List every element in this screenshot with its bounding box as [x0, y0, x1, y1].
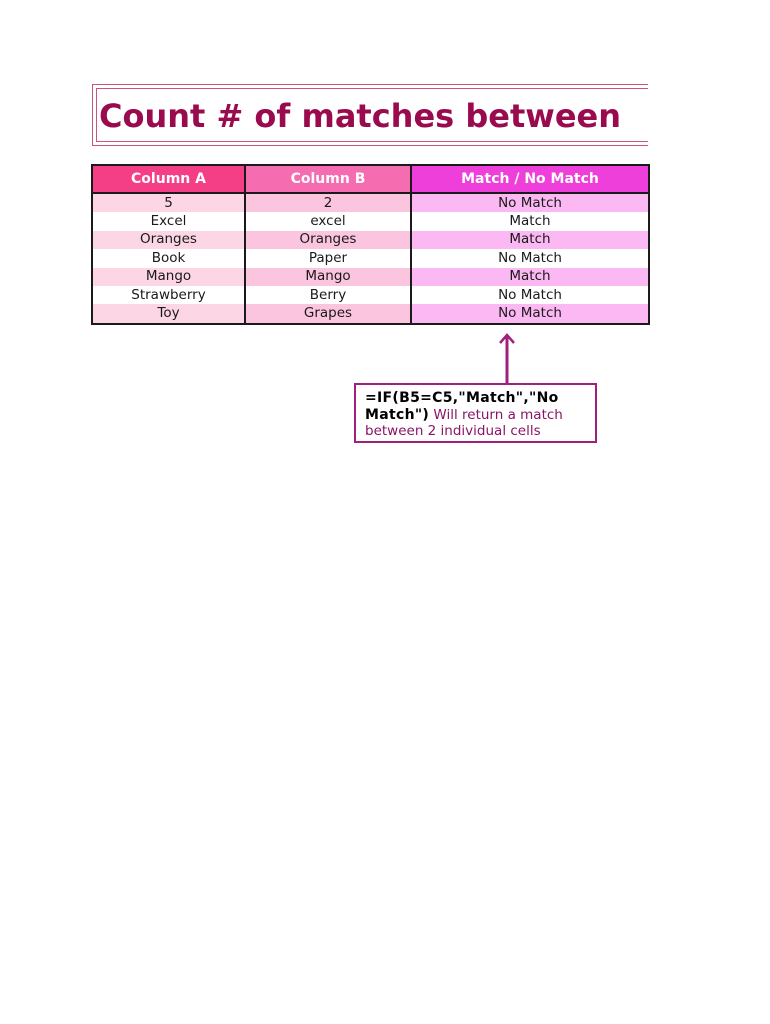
- cell-match: Match: [411, 268, 649, 286]
- cell-column-a: 5: [92, 193, 245, 212]
- title-inner-frame: [96, 88, 648, 142]
- cell-match: No Match: [411, 193, 649, 212]
- table-row: [92, 249, 649, 267]
- match-table: [91, 164, 650, 325]
- table-row: [92, 286, 649, 304]
- cell-column-a: Oranges: [92, 231, 245, 249]
- header-column-a: Column A: [92, 165, 245, 193]
- cell-column-b: Oranges: [245, 231, 411, 249]
- page-title: Count # of matches between: [99, 97, 621, 135]
- cell-column-a: Book: [92, 249, 245, 267]
- cell-column-b: Paper: [245, 249, 411, 267]
- callout-formula: =IF(B5=C5,"Match","No Match"): [365, 390, 559, 423]
- cell-match: No Match: [411, 249, 649, 267]
- table-row: [92, 212, 649, 230]
- table-row: [92, 193, 649, 212]
- cell-column-b: Grapes: [245, 304, 411, 323]
- header-match: Match / No Match: [411, 165, 649, 193]
- cell-column-a: Mango: [92, 268, 245, 286]
- cell-column-b: 2: [245, 193, 411, 212]
- cell-match: Match: [411, 212, 649, 230]
- title-frame: [92, 84, 648, 146]
- header-column-b: Column B: [245, 165, 411, 193]
- cell-column-b: Mango: [245, 268, 411, 286]
- cell-column-a: Excel: [92, 212, 245, 230]
- cell-column-a: Strawberry: [92, 286, 245, 304]
- up-arrow-icon: [490, 330, 524, 388]
- callout-description: Will return a match between 2 individual cells: [365, 406, 563, 439]
- cell-match: No Match: [411, 286, 649, 304]
- formula-callout: [354, 383, 597, 443]
- cell-column-b: excel: [245, 212, 411, 230]
- cell-match: No Match: [411, 304, 649, 323]
- cell-match: Match: [411, 231, 649, 249]
- table-row: [92, 231, 649, 249]
- table-row: [92, 304, 649, 323]
- cell-column-b: Berry: [245, 286, 411, 304]
- cell-column-a: Toy: [92, 304, 245, 323]
- table-header-row: [92, 165, 649, 193]
- table-row: [92, 268, 649, 286]
